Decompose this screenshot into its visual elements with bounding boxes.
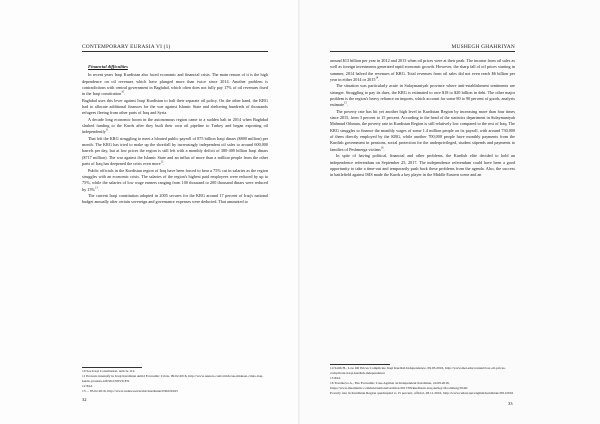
page-number: 32 <box>82 397 87 402</box>
paragraph: The current Iraqi constitution adopted in 2005 secures for the KRG around 17 percent of Iraq's national budget annually after certain sovereign and governance expenses were deducted. That amounted to <box>82 192 268 205</box>
author-name: MUSHEGH GHAHRIYAN <box>451 44 515 50</box>
right-footnotes <box>330 366 515 395</box>
footnote: 10 See Iraqi Constitution, Article 112. <box>82 369 136 373</box>
footnote: 11 Protests intensify in Iraqi Kurdistan Amid Economic Crisis, 09.02.2016, http://www.reuters.com/article/us-mideast-crisis-iraq-kurds-protests-idUSKCN0VI1EX <box>82 373 264 383</box>
page-number: 33 <box>508 401 513 406</box>
paragraph: The situation was particularly acute in Sulaymaniyah province where anti-establishment sentiments are stronger. Struggling to pay its dues, the KRG is estimated to owe $18 to $20 billion in debt. The other major problem is the region's heavy reliance on imports, which account for some 80 to 90 percent of goods, analysts estimate$^{15}$. <box>330 83 515 108</box>
footnote: 15 Ibid. <box>330 375 341 380</box>
footnote: 12 Ibid. <box>82 383 93 388</box>
right-page-body <box>330 58 515 179</box>
paragraph: The poverty rate has hit yet another high level in Kurdistan Region by increasing more than four times since 2015, from 3 percent to 15 percent. According to the head of the statistics department in Sulaymaniyah Mahmud Othman, the poverty rate in Kurdistan Region is still relatively low compared to the rest of Iraq. The KRG struggles to finance the monthly wages of some 1.4 million people on its payroll, with around 730,000 of them directly employed by the KRG, while another 700,000 people have monthly payments from the Kurdish government in pensions, social protection for the underprivileged, student stipends and payments to families of Peshmerga victims$^{16}$. <box>330 108 515 152</box>
footnote: 14 Salih H., Low Oil Prices Complicate Iraqi Kurdish Independence, 09.03.2016, http://www.mei.edu/content/low-oil-prices-complicate-iraqi-kurdish-independence <box>330 366 506 375</box>
right-page <box>300 0 600 424</box>
left-page-body <box>82 58 268 206</box>
header-rule <box>330 51 515 52</box>
left-page-header <box>82 44 268 50</box>
footnote-rule <box>330 364 390 365</box>
paragraph: A decade long economic boom in the autonomous region came to a sudden halt in 2014 when Baghdad slashed funding to the Kurds after they built their own oil pipeline to Turkey and began exporting oil independently$^{11}$. <box>82 116 268 135</box>
paragraph: Baghdad uses this lever against Iraqi Kurdistan to halt their separate oil policy. On the other hand, the KRG had to allocate additional finances for the war against Islamic State and sheltering hundreds of thousands refugees fleeing from other parts of Iraq and Syria. <box>82 97 268 116</box>
footnote-rule <box>82 367 142 368</box>
journal-title: CONTEMPORARY EURASIA VI (1) <box>82 44 171 50</box>
right-page-header <box>330 44 515 50</box>
footnote: 16 Tsvetkova A., The Economic Case Against an Independent Kurdistan, 24.09.2016, https://www.theatlantic.com/international/archive/2017/09/kurdistan-iraq-turkey-bloomberg/b540/ <box>330 380 468 390</box>
paragraph: That left the KRG struggling to meet a bloated public payroll of 875 billion Iraqi dinars ($800 million) per month. The KRG has tried to make up the shortfall by increasingly independent oil sales to around 600,000 barrels per day, but at low prices the region is still left with a monthly deficit of 380-400 billion Iraqi dinars ($717 million). The war against the Islamic State and an influx of more than a million people from the other parts of Iraq has deepened the crisis even more$^{12}$. <box>82 135 268 167</box>
footnote: 13 ... 03.02.2016, http://www.rudaw.net/arabic/kurdistan/030220165 <box>82 388 178 393</box>
left-footnotes <box>82 369 268 394</box>
paragraph: around $13 billion per year in 2012 and 2013 when oil prices were at their peak. The income from oil sales as well as foreign investments generated rapid economic growth. However, the sharp fall of oil prices starting in summer, 2014 halved the revenues of KRG. Total revenues from oil sales did not even reach $6 billion per year in either 2014 or 2015$^{14}$. <box>330 58 515 83</box>
section-title: Financial difficulties <box>88 64 128 69</box>
paragraph: In spite of having political, financial and other problems, the Kurdish elite decided to hold an independence referendum on September 25, 2017. The independence referendum could have been a good opportunity to take a time-out and temporarily push back these problems from the agenda. Also, the success in battlefield against ISIS made the Kurds a key player in the Middle Eastern scene and an <box>330 153 515 178</box>
header-rule <box>82 51 268 52</box>
paragraph: Public officials in the Kurdistan region of Iraq have been forced to bear a 75% cut in salaries as the region struggles with an economic crisis. The salaries of the region's highest paid employees were reduced by up to 75%, while the salaries of low wage earners ranging from 100 thousand to 200 thousand dinars were reduced by 15%$^{13}$. <box>82 167 268 192</box>
paragraph: In recent years Iraqi Kurdistan also faced economic and financial crisis. The main reason of it is the high dependence on oil revenues which have plunged more than twice since 2014. Another problem is contradictions with central government in Baghdad, which often does not fully pay 17% of oil revenues fixed in the Iraqi constitution$^{10}$. <box>82 72 268 97</box>
footnote: Poverty rate in Kurdistan Region quadrupled to 15 percent, official, 28.11.2016, http://www.rudaw.net/english/kurdistan/28112016 <box>330 390 514 395</box>
